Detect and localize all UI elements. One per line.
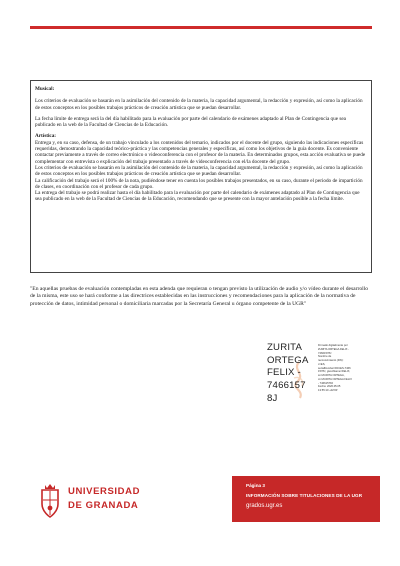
signature-detail-line: c=ES, [318,362,326,366]
signature-detail-line: cn=ZURITA ORTEGA FELIX [318,377,352,381]
signature-name [267,342,317,406]
signature-detail-line: sn=ZURITA ORTEGA, [318,374,345,377]
musical-paragraph-2: La fecha límite de entrega será la del día habilitado para la evaluación por parte del calendario de exámenes adaptado al Plan de Contingencia que sea publicado en la web de la Facultad de Ciencias de la Educación. [35,115,346,129]
signature-detail-line: reconocimiento (DN): [318,359,344,362]
signature-details [318,344,376,393]
artistica-paragraph-4: La entrega del trabajo se podrá realizar hasta el día habilitado para la evaluación por parte del calendario de exámenes adaptado al Plan de Contingencia que sea publicado en la web de la Facultad de Ciencias de la Educación, recomendando que se presente con la mayor antelación posible a la fecha límite. [35,190,360,203]
university-name-line-2: DE GRANADA [68,500,139,511]
signature-detail-line: Fecha: 2020.05.05 [318,385,341,389]
signature-detail-line: Firmado digitalmente por [318,344,348,347]
signature-detail-line: 1578J, givenName=FELIX, [318,370,351,374]
artistica-paragraph-1: Entrega y, en su caso, defensa, de un trabajo vinculado a los contenidos del temario, indicados por el docente del grupo, siguiendo las indicaciones específicas requeridas, demostrando la capacidad teórico-práctica y las competencias generales y específicas, así como los objetivos de la guía docente. Es conveniente contactar previamente a través de correo electrónico o videoconferencia con el profesor de la materia. En determinados grupos, esta acción evaluativa se puede complementar con entrevista o explicación del trabajo presentado a través de videoconferencia con el/la docente del grupo. [35,139,366,165]
university-name [68,485,140,513]
signature-detail-line: serialNumber=IDCES-7466 [318,366,351,370]
top-red-rule [30,26,372,29]
signature-name-line: 7466157 [267,380,306,392]
data-protection-quote: "En aquellas pruebas de evaluación contempladas en esta adenda que requieran o tengan previsto la utilización de audio y/o vídeo durante el desarrollo de la misma, este uso se hará conforme a las directrices establecidas en las instrucciones y recomendaciones para la aplicación de la normativa de protección de datos, intimidad personal o domiciliaria marcadas por la Secretaría General u órgano competente de la UGR" [30,286,369,307]
artistica-heading: Artística: [35,133,57,140]
signature-name-line: FELIX - [267,367,301,379]
signature-detail-line: ZURITA ORTEGA FELIX - [318,347,350,351]
artistica-paragraph-3: La calificación del trabajo será el 100% de la nota, pudiéndose tener en cuenta los posibles trabajos presentados, en su caso, durante el periodo de impartición de clases, en coordinación con el profesor de cada grupo. [35,177,363,190]
university-name-line-1: UNIVERSIDAD [68,486,141,497]
info-title: INFORMACIÓN SOBRE TITULACIONES DE LA UGR [246,493,363,498]
signature-name-line: ORTEGA [267,354,309,366]
musical-heading: Musical: [35,86,55,92]
signature-detail-line: 74661578J [318,351,332,355]
signature-name-line: ZURITA [267,342,303,353]
grados-link[interactable]: grados.ugr.es [246,503,283,509]
musical-paragraph-1: Los criterios de evaluación se basarán en la asimilación del contenido de la materia, la capacidad argumental, la redacción y expresión, así como la aplicación de estos conceptos en los posibles trabajos prácticos de creación artística que se puedan desarrollar. [35,98,363,111]
university-crest-icon [38,482,62,520]
page-number: Página 3 [246,483,265,488]
signature-detail-line: 13:55:10 +02'00' [318,389,338,392]
signature-name-line: 8J [267,392,278,404]
signature-detail-line: - 74661578J [318,381,333,385]
artistica-paragraph-2: Los criterios de evaluación se basarán en la asimilación del contenido de la materia, la capacidad argumental, la redacción y expresión, así como la aplicación de estos conceptos en los posibles trabajos prácticos de creación artística que se puedan desarrollar. [35,164,363,178]
signature-detail-line: Nombre de [318,355,332,359]
evaluation-criteria-box [30,80,372,273]
